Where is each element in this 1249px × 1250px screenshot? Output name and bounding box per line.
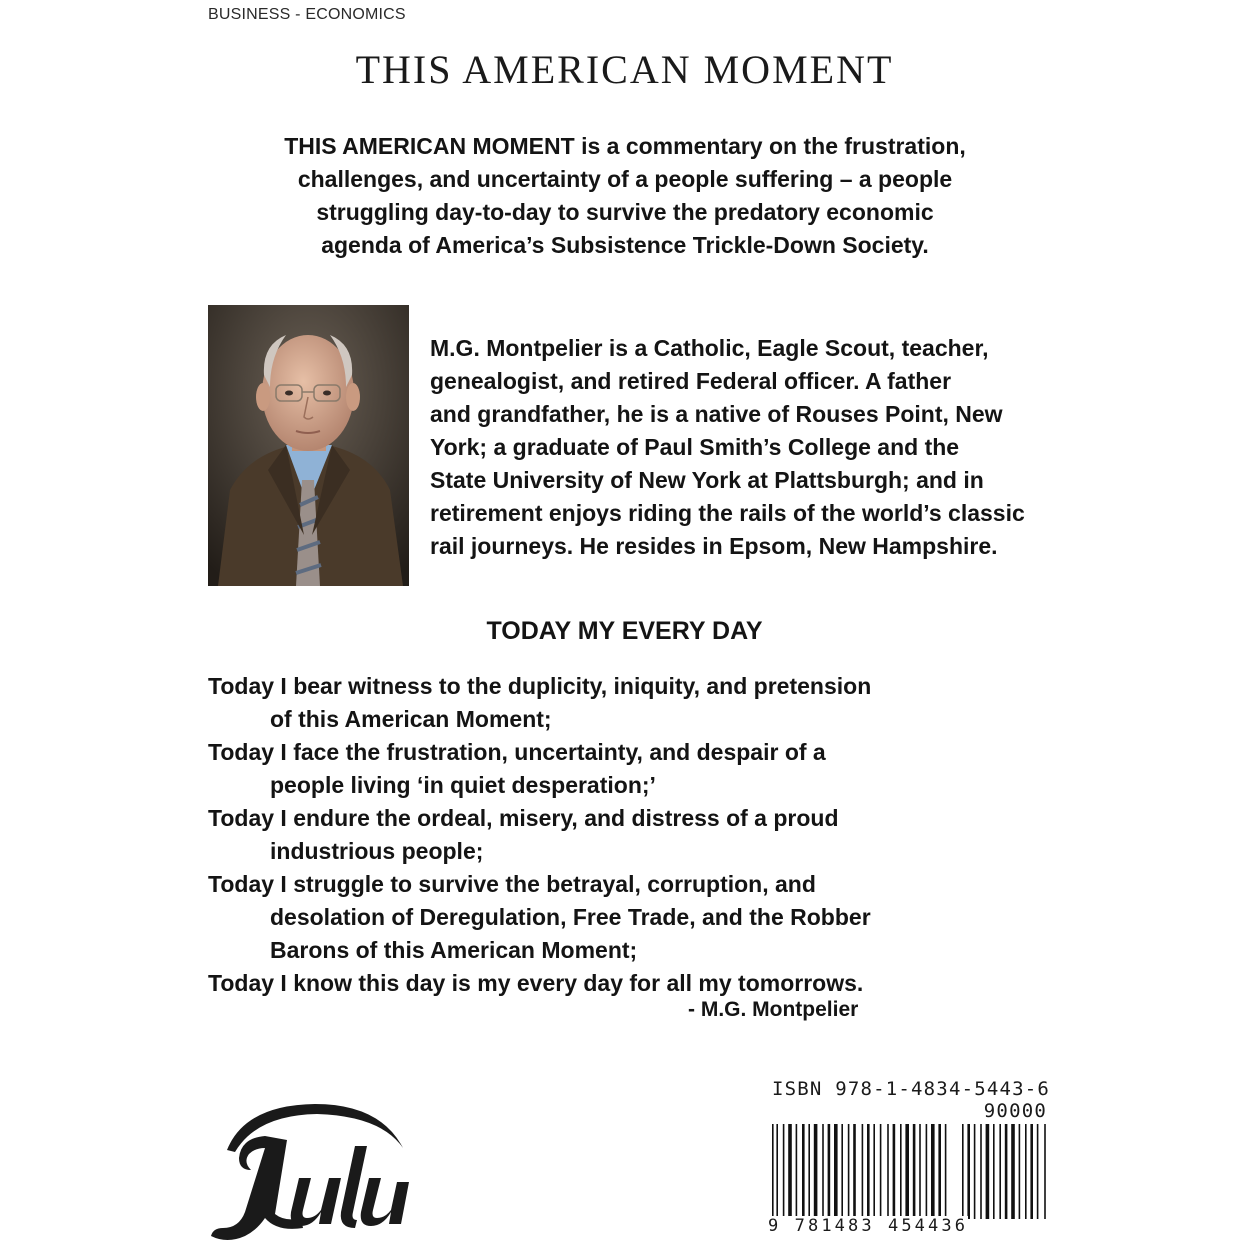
barcode-bar [822,1124,824,1219]
bio-line: and grandfather, he is a native of Rouses Point, New [430,401,1003,427]
author-bio [430,332,1050,563]
barcode-bar [867,1124,870,1219]
poem-line: industrious people; [270,838,484,864]
poem-title: TODAY MY EVERY DAY [486,617,763,645]
barcode-bar [772,1124,774,1219]
barcode-bar [853,1124,856,1219]
barcode-bars [766,1124,1051,1224]
isbn-number: ISBN 978-1-4834-5443-6 [772,1078,1051,1100]
blurb-line: challenges, and uncertainty of a people suffering – a people [297,166,953,192]
addon-bar [1044,1124,1046,1219]
author-photo [208,305,409,586]
bio-line: M.G. Montpelier is a Catholic, Eagle Scout, teacher, [430,335,989,361]
barcode-bar [931,1124,935,1219]
book-category: BUSINESS - ECONOMICS [208,6,406,23]
addon-bar [1019,1124,1021,1219]
addon-bar [962,1124,964,1219]
poem-attribution: - M.G. Montpelier [688,998,859,1021]
addon-bar [1005,1124,1008,1219]
barcode-bar [828,1124,831,1219]
barcode-bar [905,1124,909,1219]
poem-line: of this American Moment; [270,706,552,732]
barcode-bar [814,1124,818,1219]
ean-number: 9 781483 454436 [768,1216,969,1236]
addon-bar [1011,1124,1015,1219]
poem-line: Today I face the frustration, uncertainty, and despair of a [208,739,826,765]
poem-line: Today I endure the ordeal, misery, and distress of a proud [208,805,839,831]
poem-line: Today I struggle to survive the betrayal, corruption, and [208,871,816,897]
barcode-bar [802,1124,805,1219]
addon-bar [986,1124,990,1219]
barcode-bar [887,1124,889,1219]
barcode-bar [945,1124,947,1219]
addon-bar [967,1124,970,1219]
barcode-bar [893,1124,896,1219]
poem-line: Today I bear witness to the duplicity, iniquity, and pretension [208,673,872,699]
bio-line: York; a graduate of Paul Smith’s College and the [430,434,960,460]
barcode-bar [834,1124,838,1219]
barcode-bar [796,1124,798,1219]
lulu-logo [205,1100,410,1245]
book-blurb [230,130,1020,262]
poem [208,670,928,1000]
addon-bar [974,1124,976,1219]
barcode-bar [938,1124,941,1219]
barcode-bar [913,1124,916,1219]
price-code: 90000 [983,1100,1047,1122]
isbn-barcode [766,1078,1051,1238]
barcode-bar [862,1124,864,1219]
poem-line: desolation of Deregulation, Free Trade, and the Robber [270,904,871,930]
addon-bar [1037,1124,1039,1219]
barcode-bar [926,1124,928,1219]
barcode-bar [776,1124,778,1219]
barcode-bar [808,1124,810,1219]
addon-bar [980,1124,982,1219]
addon-bar [999,1124,1001,1219]
addon-bar [1025,1124,1027,1219]
barcode-bar [848,1124,850,1219]
blurb-line: agenda of America’s Subsistence Trickle-Down Society. [321,232,929,258]
addon-bar [993,1124,995,1219]
blurb-line: struggling day-to-day to survive the predatory economic [316,199,934,225]
barcode-bar [783,1124,785,1219]
barcode-bar [900,1124,902,1219]
bio-line: retirement enjoys riding the rails of the world’s classic [430,500,1025,526]
addon-bar [1030,1124,1033,1219]
bio-line: rail journeys. He resides in Epsom, New Hampshire. [430,533,998,559]
barcode-bar [919,1124,921,1219]
barcode-bar [880,1124,882,1219]
bio-line: genealogist, and retired Federal officer. A father [430,368,952,394]
barcode-bar [873,1124,875,1219]
barcode-bar [841,1124,843,1219]
barcode-bar [788,1124,792,1219]
bio-line: State University of New York at Plattsburgh; and in [430,467,984,493]
blurb-line: THIS AMERICAN MOMENT is a commentary on the frustration, [284,133,966,159]
poem-line: Barons of this American Moment; [270,937,638,963]
poem-line: Today I know this day is my every day for all my tomorrows. [208,970,864,996]
poem-line: people living ‘in quiet desperation;’ [270,772,656,798]
book-title: THIS AMERICAN MOMENT [355,47,894,92]
